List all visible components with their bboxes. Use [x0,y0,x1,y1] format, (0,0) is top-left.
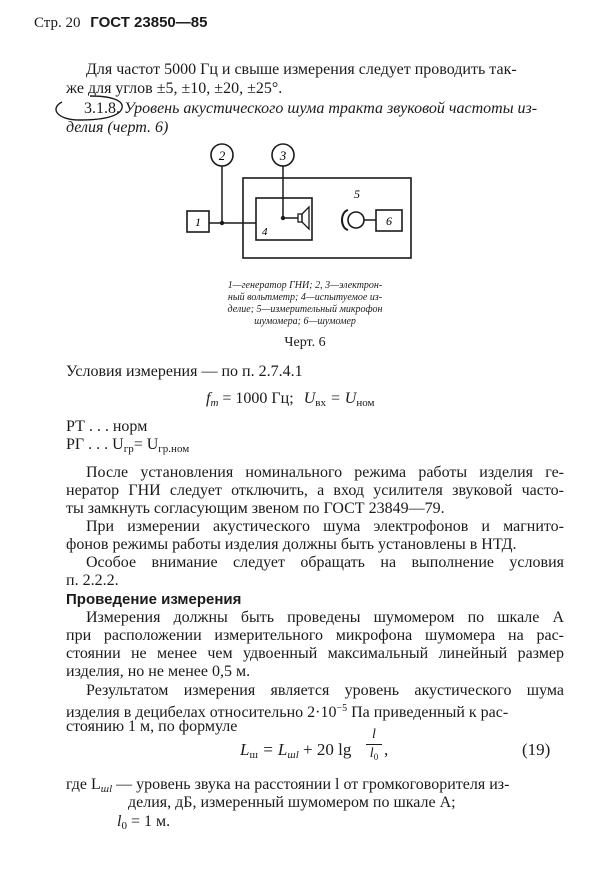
f19-lhs: L [240,740,250,759]
para3-line2: фонов режимы работы изделия должны быть установлены в НТД. [66,536,517,553]
rt-line: РТ . . . норм [66,418,148,435]
where-l0: l [117,813,122,830]
diagram-caption [200,280,410,328]
f19-den-l: l [369,746,374,761]
measure-line2: при расположении измерительного микрофона шумомера на рас- [66,627,564,644]
symbol-u: U [303,390,316,407]
hand-mark-icon [50,90,130,124]
symbol-u-sub: вх [315,397,326,409]
freq-value: = 1000 Гц; [222,390,294,407]
where-prefix: где L [66,776,101,793]
page-header [34,14,207,32]
measure-line3: стоянии не менее чем удвоенный максимальный линейный размер [66,645,564,662]
symbol-u-sub2: ном [356,397,375,409]
figure-title: Черт. 6 [284,335,326,350]
caption-line: делие; 5—измерительный микрофон [227,304,383,315]
section-number: 3.1.8. [84,100,120,117]
where-l0-value: = 1 м. [126,813,171,830]
page-number: Стр. 20 [34,15,81,31]
mic-label: 5 [354,187,360,201]
para3-line1: При измерении акустического шума электрофонов и магнито- [86,518,564,535]
f19-fraction [366,726,382,766]
meter-3-label: 3 [279,148,287,163]
caption-line: ный вольтметр; 4—испытуемое из- [227,292,383,303]
symbol-u-eq: = U [329,390,357,407]
formula-19 [240,741,351,764]
section-318-title [62,100,564,118]
section-title-line2: делия (черт. 6) [66,119,169,136]
caption-line: шумомера; 6—шумомер [254,316,356,327]
caption-line: 1—генератор ГНИ; 2, 3—электрон- [227,280,383,291]
f19-plus: + 20 lg [303,740,352,759]
result-line2a: изделия в децибелах относительно 2·10 [66,704,337,721]
rg-prefix: РГ . . . U [66,436,124,453]
para1-line1: Для частот 5000 Гц и свыше измерения следует проводить так- [86,61,517,78]
where-text: — уровень звука на расстоянии l от громкоговорителя из- [112,776,510,793]
para1-line2: же для углов ±5, ±10, ±20, ±25°. [66,80,283,97]
f19-numerator: l [366,726,382,745]
rg-eq: = U [133,436,159,453]
para2-line1: После установления номинального режима работы изделия ге- [86,464,564,481]
conditions-intro: Условия измерения — по п. 2.7.4.1 [66,363,303,380]
where-line3 [117,813,170,835]
f19-rhs-sub: шl [287,749,299,761]
f19-comma: , [384,740,389,759]
result-line1: Результатом измерения является уровень акустического шума [86,682,564,699]
meter-2-label: 2 [218,148,226,163]
rg-sub: гр [123,443,134,455]
f19-eq: = L [262,740,288,759]
device-label: 4 [262,226,268,238]
section-title-line1: Уровень акустического шума тракта звуковой частоты из- [124,100,538,117]
formula-conditions [206,390,374,412]
para4-line2: п. 2.2.2. [66,572,119,589]
noise-meter-label: 6 [386,214,392,228]
f19-denominator [366,745,382,766]
standard-id: ГОСТ 23850—85 [90,14,208,31]
exponent: −5 [336,703,348,714]
para2-line2: нератор ГНИ следует отключить, а вход усилителя звуковой часто- [66,482,564,499]
symbol-f: f [206,390,211,407]
where-l0-sub: 0 [121,820,127,832]
generator-label: 1 [195,215,201,229]
where-sub: шl [100,783,113,795]
para4-line1: Особое внимание следует обращать на выполнение условия [86,554,564,571]
where-line2: делия, дБ, измеренный шумомером по шкале A; [128,794,456,811]
f19-lhs-sub: ш [249,749,258,761]
rg-sub2: гр.ном [158,443,190,455]
symbol-f-sub: m [210,397,219,409]
microphone-icon [348,212,364,228]
measure-line4: изделия, но не менее 0,5 м. [66,663,251,680]
rg-line [66,436,189,458]
measurement-diagram [180,138,430,268]
result-line2b: Па приведенный к рас- [347,704,509,721]
f19-den-sub: 0 [373,752,379,762]
para2-line3: ты замкнуть согласующим звеном по ГОСТ 23849—79. [66,500,445,517]
measurement-heading: Проведение измерения [66,591,242,608]
result-line3: стоянию 1 м, по формуле [66,718,238,735]
f19-number: (19) [522,740,551,759]
measure-line1: Измерения должны быть проведены шумомером по шкале A [86,609,564,626]
